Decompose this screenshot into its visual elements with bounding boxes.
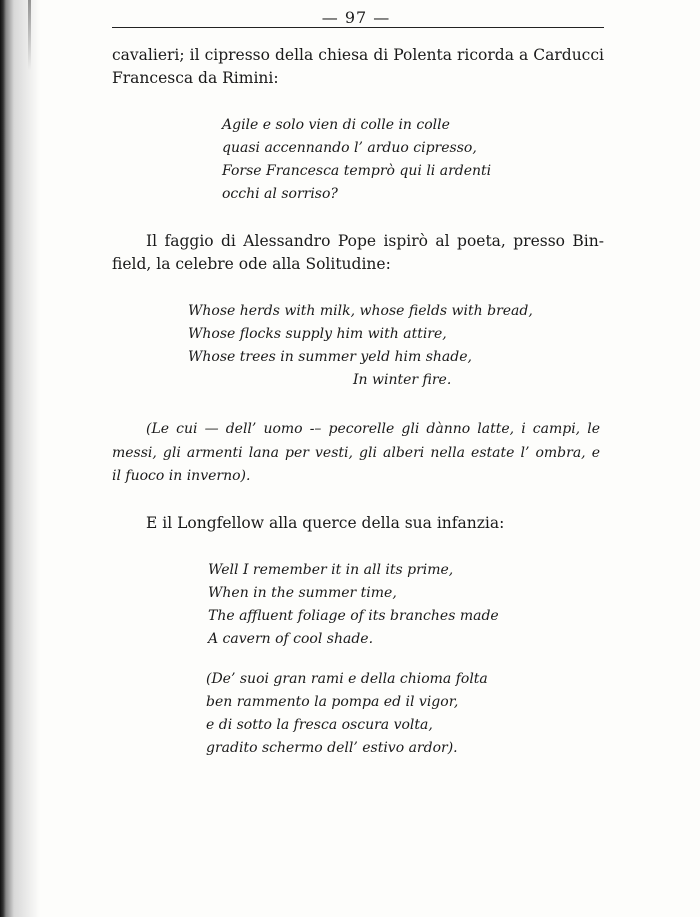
translation-line: (Le cui — dell’ uomo -– pecorelle gli dànno latte, i campi, le <box>146 421 600 437</box>
paragraph-line: cavalieri; il cipresso della chiesa di Polenta ricorda a Carducci <box>112 46 604 64</box>
translation-line: il fuoco in inverno). <box>112 468 251 484</box>
verse-line: The affluent foliage of its branches made <box>208 608 499 624</box>
paragraph-line: E il Longfellow alla querce della sua infanzia: <box>146 514 505 532</box>
page-number-text: — 97 — <box>318 8 395 27</box>
verse-longfellow <box>208 559 499 651</box>
paragraph-carducci-intro <box>112 44 604 90</box>
paragraph-line: Il faggio di Alessandro Pope ispirò al poeta, presso Bin- <box>146 232 604 250</box>
paragraph-line: Francesca da Rimini: <box>112 69 279 87</box>
binding-shadow <box>0 0 40 917</box>
verse-line: A cavern of cool shade. <box>208 631 374 647</box>
verse-line: When in the summer time, <box>208 585 397 601</box>
paragraph-longfellow-intro <box>146 512 606 535</box>
verse-line: Well I remember it in all its prime, <box>208 562 454 578</box>
verse-line: gradito schermo dell’ estivo ardor). <box>206 740 458 756</box>
verse-line: e di sotto la fresca oscura volta, <box>206 717 433 733</box>
paragraph-pope-intro <box>112 230 604 276</box>
verse-carducci <box>222 114 491 206</box>
verse-line: Whose herds with milk, whose fields with bread, <box>188 303 533 319</box>
verse-line: ben rammento la pompa ed il vigor, <box>206 694 459 710</box>
verse-pope <box>188 300 533 392</box>
header-rule <box>112 27 604 28</box>
translation-line: messi, gli armenti lana per vesti, gli alberi nella estate l’ ombra, e <box>112 444 600 461</box>
verse-line: Whose flocks supply him with attire, <box>188 326 447 342</box>
verse-line: Whose trees in summer yeld him shade, <box>188 349 472 365</box>
verse-line: (De’ suoi gran rami e della chioma folta <box>206 671 488 687</box>
page-number <box>0 8 700 27</box>
verse-line: In winter fire. <box>353 372 452 388</box>
translation-pope <box>112 418 600 489</box>
paragraph-line: field, la celebre ode alla Solitudine: <box>112 255 391 273</box>
verse-longfellow-translation <box>206 668 488 760</box>
verse-line: quasi accennando l’ arduo cipresso, <box>222 140 477 156</box>
verse-line: Forse Francesca temprò qui li ardenti <box>222 163 492 179</box>
verse-line: Agile e solo vien di colle in colle <box>222 117 450 133</box>
verse-line: occhi al sorriso? <box>222 186 338 202</box>
